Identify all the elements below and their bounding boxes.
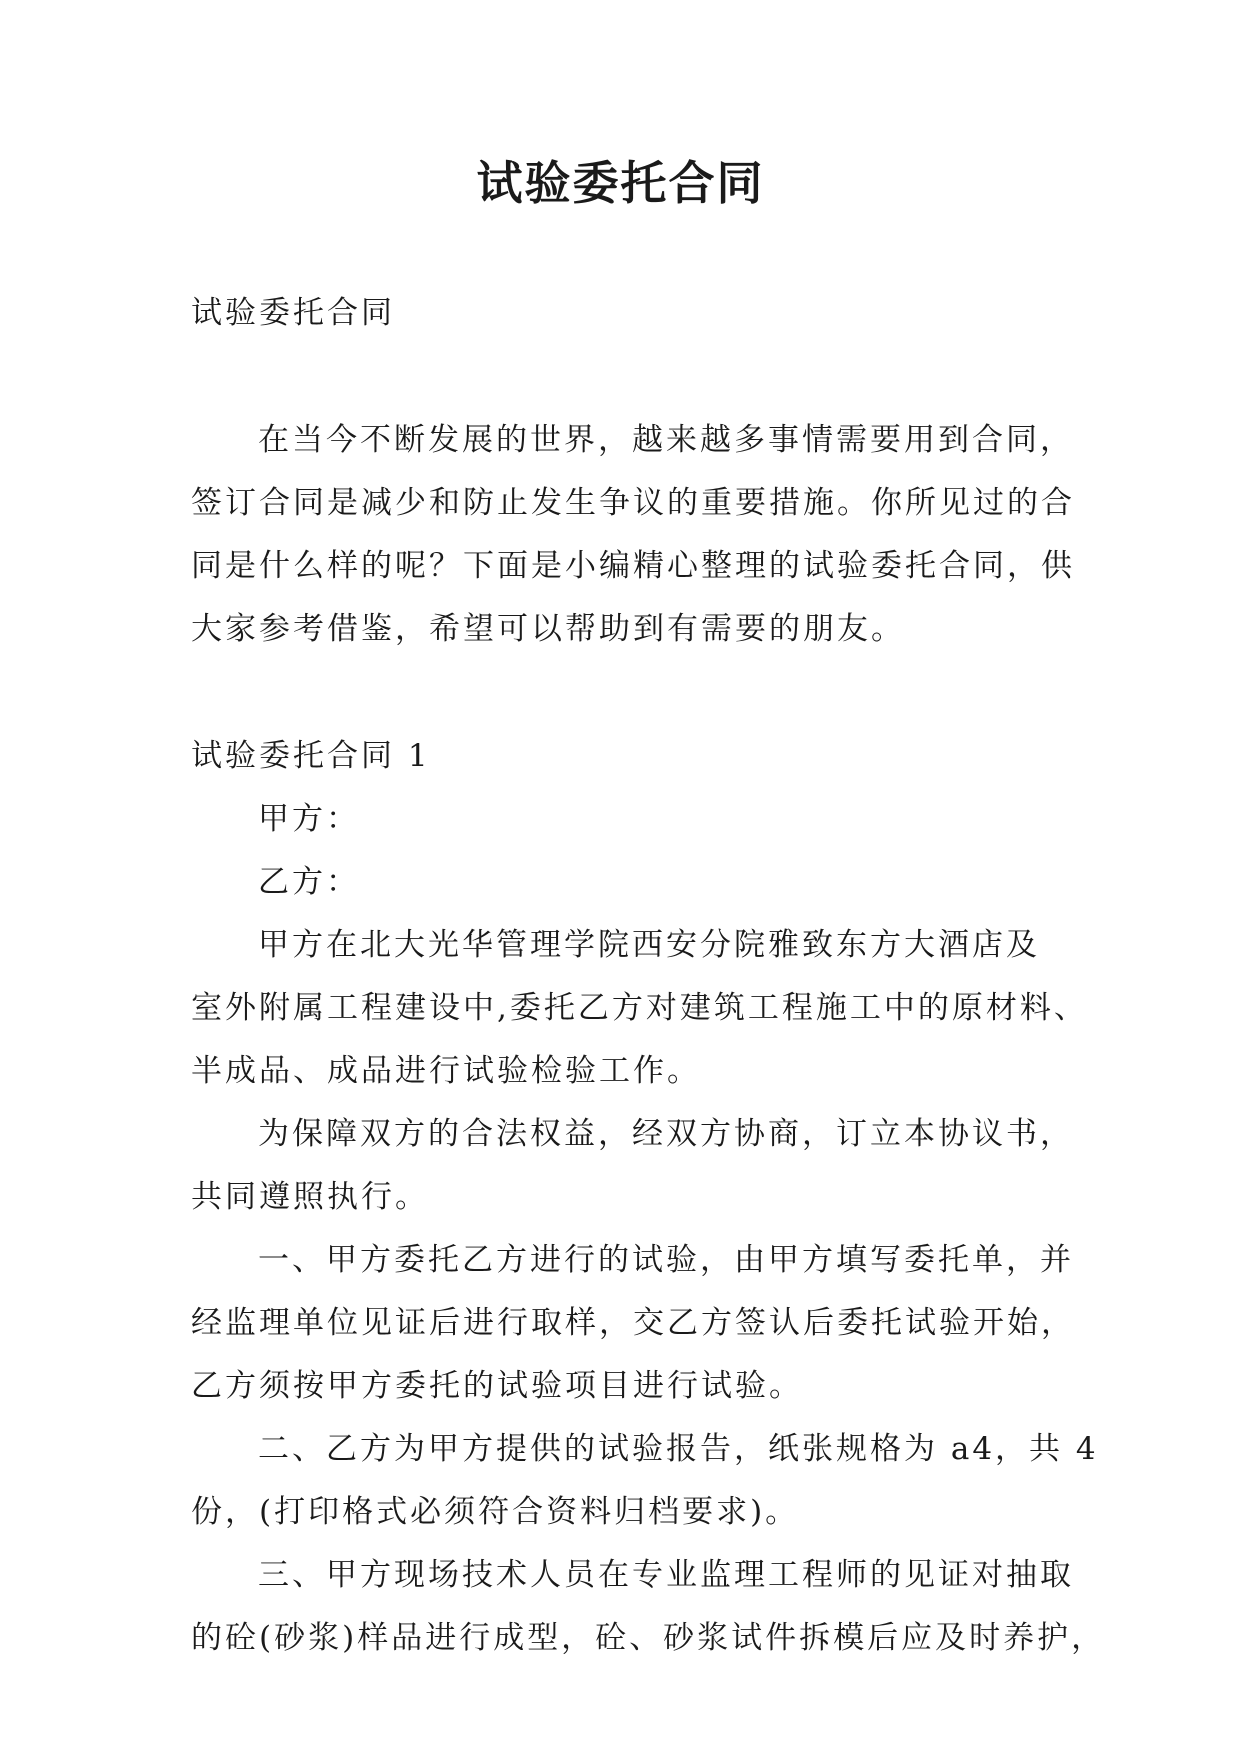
- clause-line: 的砼(砂浆)样品进行成型，砼、砂浆试件拆模后应及时养护，: [191, 1620, 1106, 1656]
- spacer: [191, 345, 1071, 409]
- section-heading: 试验委托合同 1: [191, 738, 431, 774]
- paragraph-line: 室外附属工程建设中,委托乙方对建筑工程施工中的原材料、: [191, 990, 1088, 1026]
- clause-3: [191, 1544, 1106, 1670]
- document-body: [191, 282, 1106, 1670]
- intro-line: 大家参考借鉴，希望可以帮助到有需要的朋友。: [191, 611, 905, 647]
- clause-line: 经监理单位见证后进行取样，交乙方签认后委托试验开始，: [191, 1305, 1075, 1341]
- intro-line: 签订合同是减少和防止发生争议的重要措施。你所见过的合: [191, 485, 1075, 521]
- intro-line: 同是什么样的呢？下面是小编精心整理的试验委托合同，供: [191, 548, 1075, 584]
- party-b-label: 乙方：: [258, 864, 360, 900]
- clause-line: 乙方须按甲方委托的试验项目进行试验。: [191, 1368, 803, 1404]
- intro-line: 在当今不断发展的世界，越来越多事情需要用到合同，: [258, 422, 1074, 458]
- document-title: 试验委托合同: [476, 156, 765, 210]
- clause-line: 一、甲方委托乙方进行的试验，由甲方填写委托单，并: [258, 1242, 1074, 1278]
- paragraph-line: 甲方在北大光华管理学院西安分院雅致东方大酒店及: [258, 927, 1040, 963]
- clause-1: [191, 1229, 1075, 1418]
- intro-paragraph: [191, 409, 1075, 661]
- paragraph-agreement: [191, 1103, 1074, 1229]
- paragraph-line: 共同遵照执行。: [191, 1179, 429, 1215]
- paragraph-line: 半成品、成品进行试验检验工作。: [191, 1053, 701, 1089]
- paragraph-line: 为保障双方的合法权益，经双方协商，订立本协议书，: [258, 1116, 1074, 1152]
- clause-line: 三、甲方现场技术人员在专业监理工程师的见证对抽取: [258, 1557, 1074, 1593]
- spacer: [191, 661, 1071, 725]
- clause-2: [191, 1418, 1099, 1544]
- paragraph-scope: [191, 914, 1088, 1103]
- document-subtitle: 试验委托合同: [191, 295, 395, 331]
- party-a-label: 甲方：: [258, 801, 360, 837]
- clause-line: 份，(打印格式必须符合资料归档要求)。: [191, 1494, 800, 1530]
- clause-line: 二、乙方为甲方提供的试验报告，纸张规格为 a4，共 4: [258, 1431, 1099, 1467]
